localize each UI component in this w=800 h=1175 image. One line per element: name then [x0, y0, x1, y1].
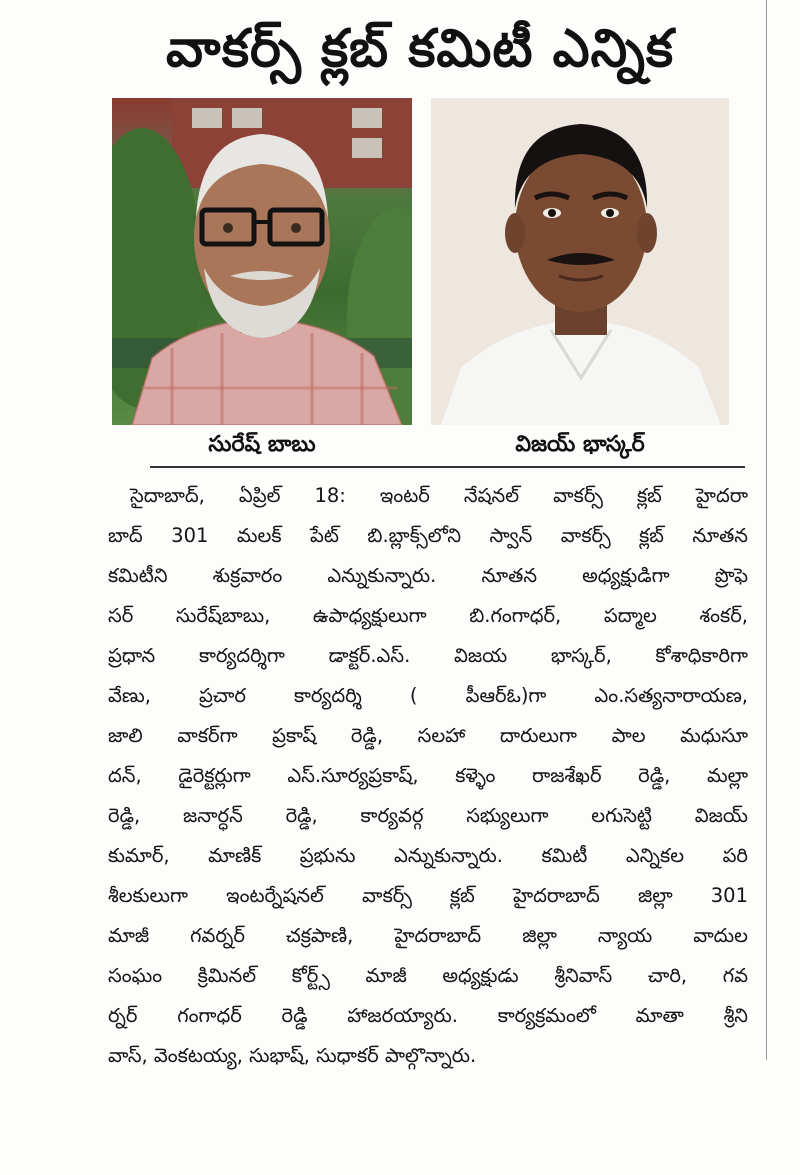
photo-caption-right: విజయ్ భాస్కర్	[515, 432, 645, 457]
article-line: వాస్, వెంకటయ్య, సుభాష్, సుధాకర్ పాల్గొన్నారు.	[108, 1044, 477, 1067]
column-divider	[766, 0, 767, 1060]
portrait-photo-vijay-bhaskar	[431, 98, 729, 425]
article-line: రెడ్డి, జనార్ధన్ రెడ్డి, కార్యవర్గ సభ్యులుగా లగుసెట్టి విజయ్	[108, 804, 748, 827]
article-line: కుమార్, మాణిక్ ప్రభును ఎన్నుకున్నారు. కమిటీ ఎన్నికల పరి	[108, 844, 748, 867]
article-line: మాజీ గవర్నర్ చక్రపాణి, హైదరాబాద్ జిల్లా న్యాయ వాదుల	[108, 924, 748, 947]
headline: వాకర్స్ క్లబ్ కమిటీ ఎన్నిక	[165, 19, 675, 79]
article-line: సైదాబాద్, ఏప్రిల్ 18: ఇంటర్ నేషనల్ వాకర్స్ క్లబ్ హైదరా	[130, 484, 748, 507]
caption-divider	[150, 466, 745, 468]
article-line: ర్నర్ గంగాధర్ రెడ్డి హాజరయ్యారు. కార్యక్రమంలో మాతా శ్రీని	[108, 1004, 748, 1027]
article-line: ప్రధాన కార్యదర్శిగా డాక్టర్.ఎస్. విజయ భాస్కర్, కోశాధికారిగా	[108, 644, 748, 667]
article-line: బాద్ 301 మలక్ పేట్ బి.బ్లాక్స్‌లోని స్వాన్ వాకర్స్ క్లబ్ నూతన	[108, 524, 748, 547]
article-line: సర్ సురేష్‌బాబు, ఉపాధ్యక్షులుగా బి.గంగాధర్, పద్మాల శంకర్,	[108, 604, 748, 627]
portrait-photo-suresh-babu	[112, 98, 412, 425]
article-line: వేణు, ప్రచార కార్యదర్శి ( పీఆర్‌ఓ)గా ఎం.సత్యనారాయణ,	[108, 684, 748, 707]
photo-caption-left: సురేష్ బాబు	[208, 432, 316, 457]
article-line: దన్, డైరెక్టర్లుగా ఎస్.సూర్యప్రకాష్, కళ్ళెం రాజశేఖర్ రెడ్డి, మల్లా	[108, 764, 748, 787]
article-line: శీలకులుగా ఇంటర్నేషనల్ వాకర్స్ క్లబ్ హైదరాబాద్ జిల్లా 301	[108, 884, 748, 907]
portrait-illustration	[431, 98, 729, 425]
article-body	[108, 476, 748, 1076]
article-line: సంఘం క్రిమినల్ కోర్ట్స్ మాజీ అధ్యక్షుడు శ్రీనివాస్ చారి, గవ	[108, 964, 748, 987]
article-line: జాలి వాకర్‌గా ప్రకాష్ రెడ్డి, సలహా దారులుగా పాల మధుసూ	[108, 724, 748, 747]
portrait-illustration	[112, 98, 412, 425]
article-line: కమిటీని శుక్రవారం ఎన్నుకున్నారు. నూతన అధ్యక్షుడిగా ప్రొఫె	[108, 564, 748, 587]
